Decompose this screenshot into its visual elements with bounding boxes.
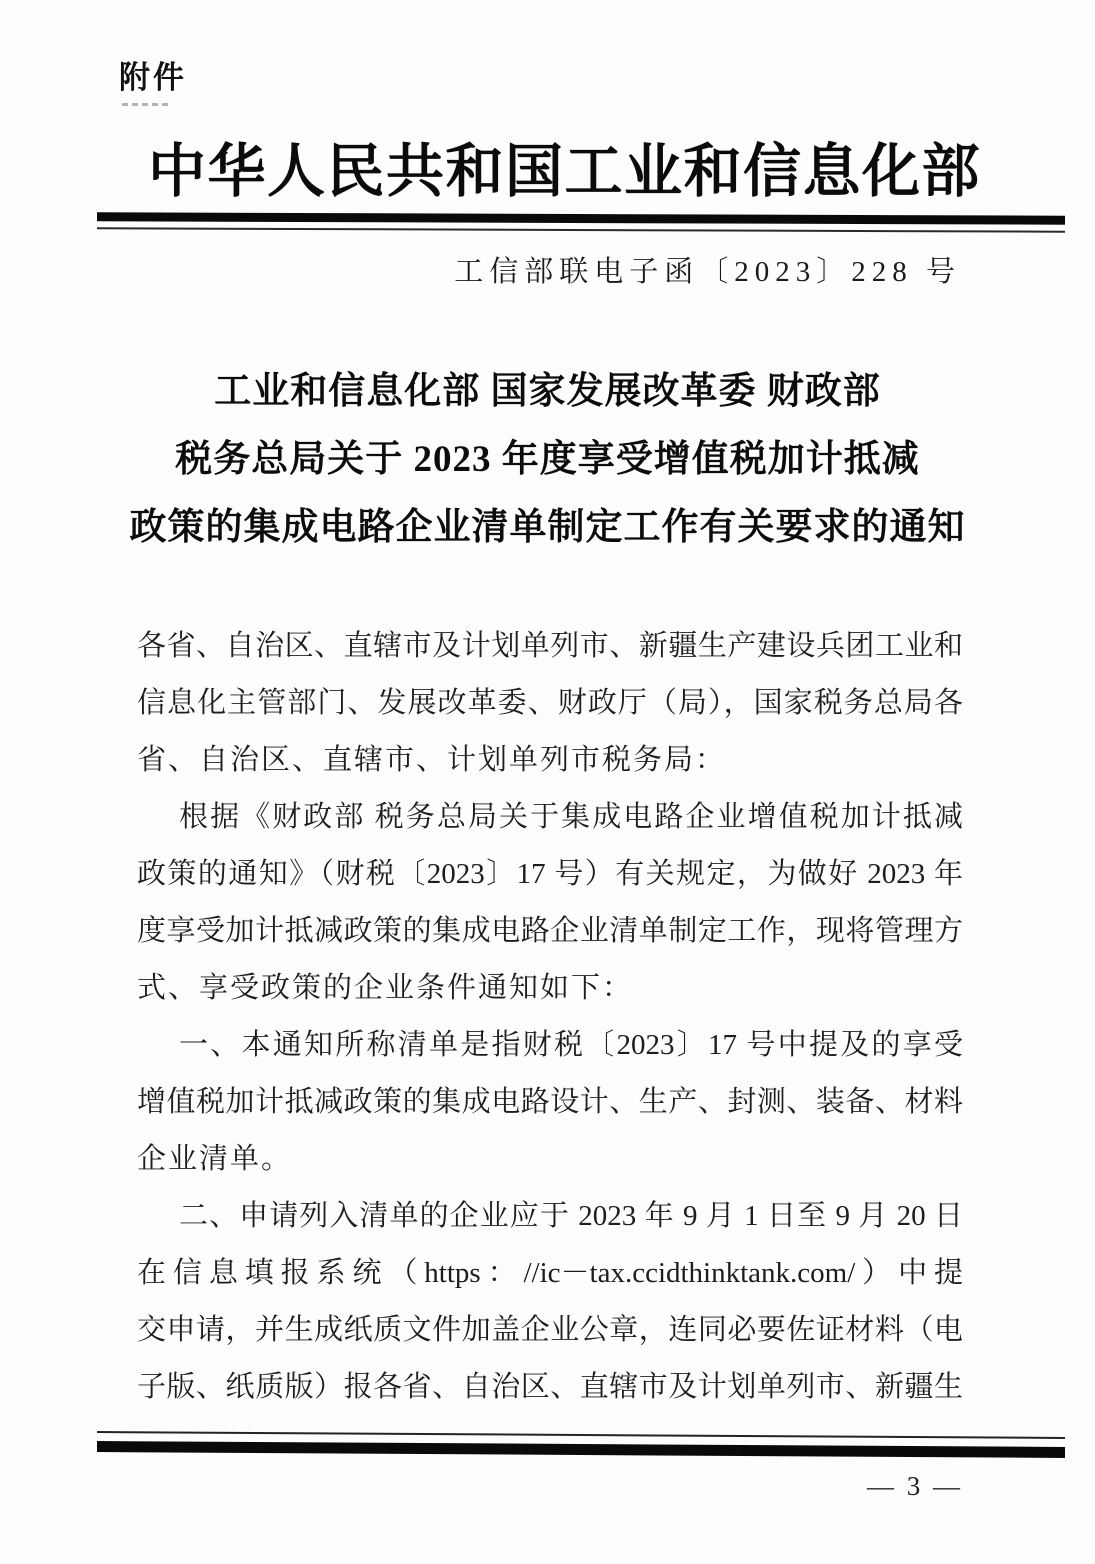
document-number: 工信部联电子函〔2023〕228 号 (454, 256, 961, 288)
body-line: 度享受加计抵减政策的集成电路企业清单制定工作，现将管理方 (137, 915, 963, 947)
body-line: 各省、自治区、直辖市及计划单列市、新疆生产建设兵团工业和 (137, 630, 963, 662)
body-line: 式、享受政策的企业条件通知如下： (137, 972, 634, 1004)
letterhead-title: 中华人民共和国工业和信息化部 (148, 139, 980, 204)
body-line: 在信息填报系统（https：//ic－tax.ccidthinktank.com/）中提 (137, 1257, 963, 1289)
body-line: 根据《财政部 税务总局关于集成电路企业增值税加计抵减 (179, 801, 963, 833)
body-line: 子版、纸质版）报各省、自治区、直辖市及计划单列市、新疆生 (137, 1371, 963, 1403)
body-line: 政策的通知》（财税〔2023〕17 号）有关规定，为做好 2023 年 (137, 858, 963, 890)
body-line: 交申请，并生成纸质文件加盖企业公章，连同必要佐证材料（电 (137, 1314, 963, 1346)
attachment-label: 附件 (119, 60, 187, 95)
body-line: 省、自治区、直辖市、计划单列市税务局： (137, 744, 727, 776)
body-line: 一、本通知所称清单是指财税〔2023〕17 号中提及的享受 (179, 1029, 963, 1061)
notice-title-line-2: 税务总局关于 2023 年度享受增值税加计抵减 (175, 439, 920, 480)
body-line: 增值税加计抵减政策的集成电路设计、生产、封测、装备、材料 (137, 1086, 963, 1118)
notice-title-line-3: 政策的集成电路企业清单制定工作有关要求的通知 (129, 507, 966, 548)
letterhead-divider-thick (97, 212, 1065, 224)
body-line: 信息化主管部门、发展改革委、财政厅（局），国家税务总局各 (137, 687, 963, 719)
letterhead-divider-thin (97, 227, 1065, 232)
notice-title-line-1: 工业和信息化部 国家发展改革委 财政部 (214, 371, 881, 412)
notice-title (0, 358, 1095, 562)
footer-divider-thick (97, 1441, 1065, 1458)
body-line: 企业清单。 (137, 1143, 293, 1175)
page-number: — 3 — (867, 1471, 963, 1501)
footer-divider-thin (97, 1431, 1065, 1439)
body-line: 二、申请列入清单的企业应于 2023 年 9 月 1 日至 9 月 20 日 (179, 1200, 963, 1232)
document-body (137, 618, 963, 1416)
scan-artifact-mark (122, 103, 168, 106)
